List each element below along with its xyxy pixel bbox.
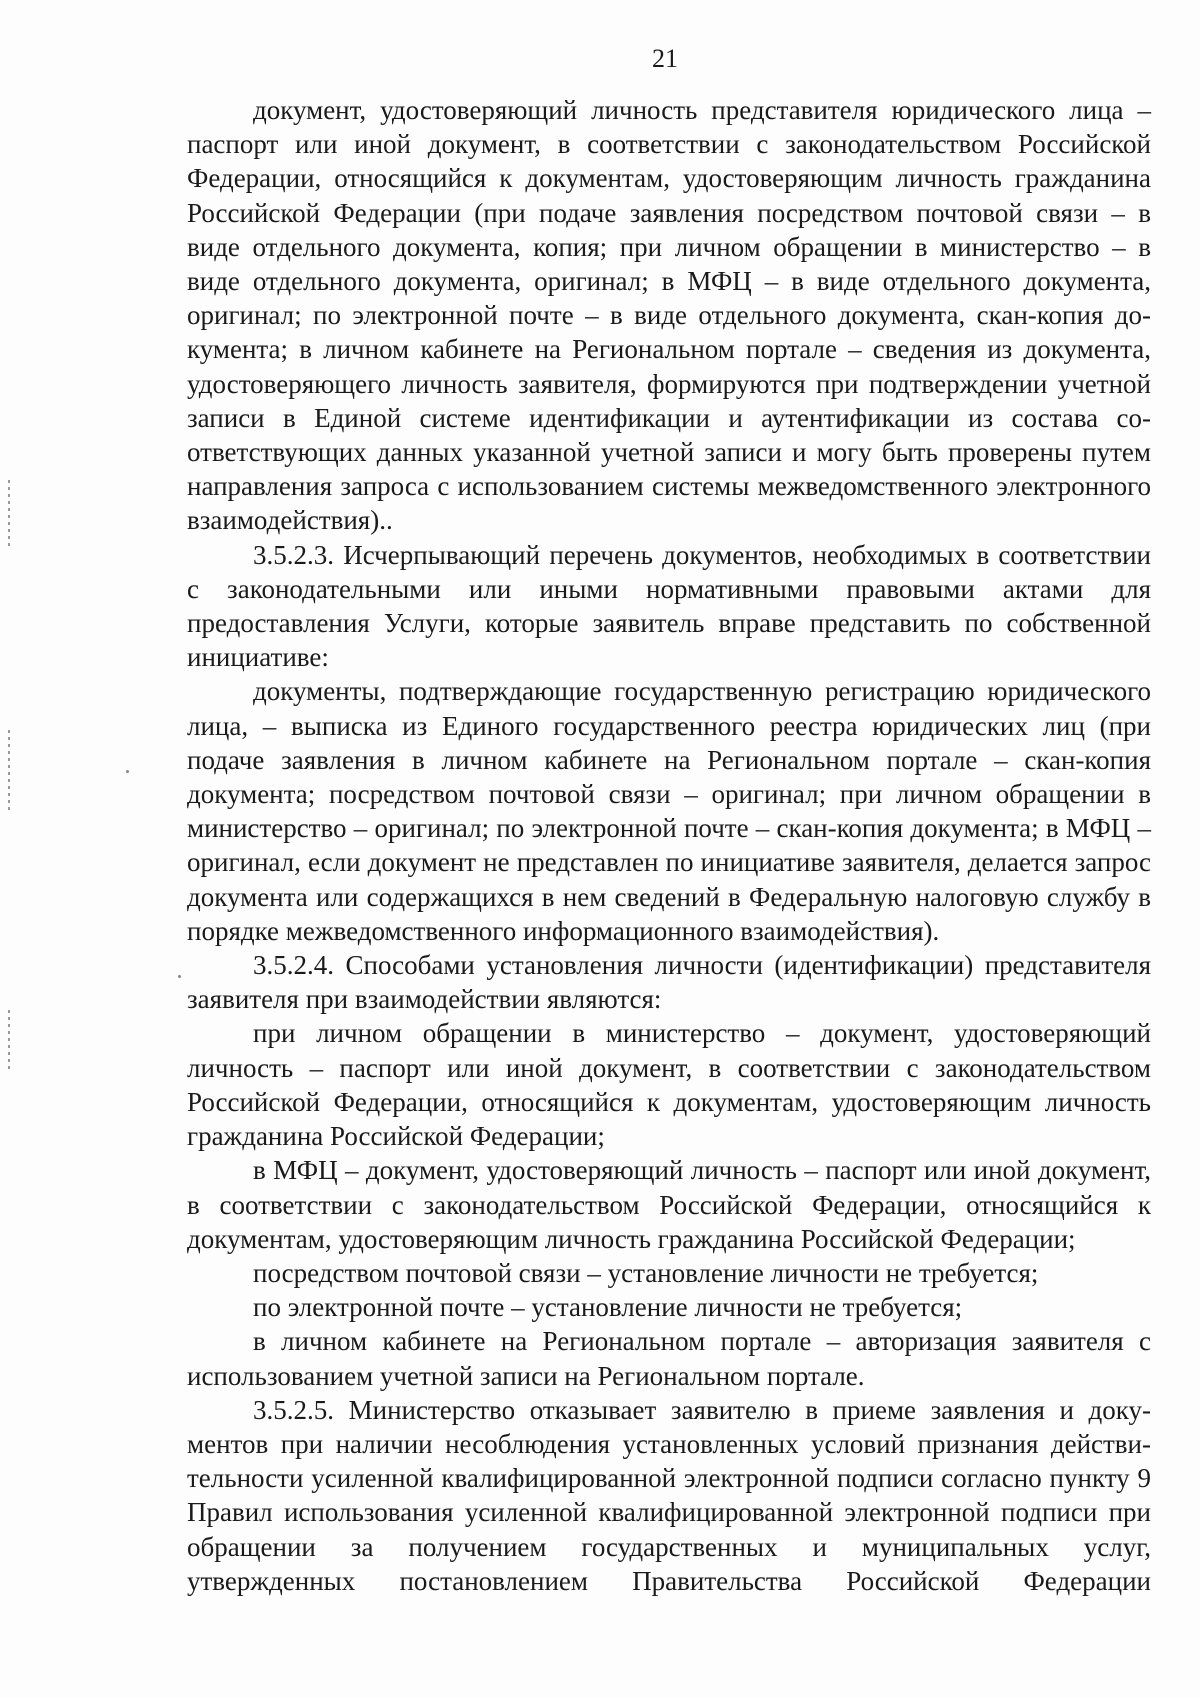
paragraph-representative-id-document: документ, удостоверяющий личность представителя юридического лица – паспорт или иной документ, в соответствии с законодательством Российской Федерации, относящийся к документам, удостоверяющим личность гражданина Российской Федерации (при подаче заявления посредством почтовой связи – в виде отдельного документа, копия; при личном обращении в министерство – в виде отдельного документа, оригинал; в МФЦ – в виде отдельного документа, оригинал; по электронной почте – в виде отдельного документа, скан-копия документа; в личном кабинете на Региональном портале – сведения из документа, удостоверяющего личность заявителя, формируются при подтверждении учетной записи в Единой системе идентификации и аутентификации из состава соответствующих данных указанной учетной записи и могу быть проверены путем направления запроса с использованием системы межведомственного электронного взаимодействия).. (187, 95, 1151, 536)
paragraph-3-5-2-5: 3.5.2.5. Министерство отказывает заявителю в приеме заявления и документов при наличии несоблюдения установленных условий признания действительности усиленной квалифицированной электронной подписи согласно пункту 9 Правил использования усиленной квалифицированной электронной подписи при обращении за получением государственных и муниципальных услуг, утвержденных постановлением Правительства Российской Федерации (187, 1394, 1151, 1596)
scan-edge-mark (8, 730, 10, 810)
paragraph-registration-documents: документы, подтверждающие государственную регистрацию юридического лица, – выписка из Единого государственного реестра юридических лиц (при подаче заявления в личном кабинете на Региональном портале – скан-копия документа; посредством почтовой связи – оригинал; при личном обращении в министерство – оригинал; по электронной почте – скан-копия документа; в МФЦ – оригинал, если документ не представлен по инициативе заявителя, делается запрос документа или содержащихся в нем сведений в Федеральную налоговую службу в порядке межведомственного информационного взаимодействия). (187, 676, 1151, 946)
page-number: 21 (652, 44, 678, 73)
paragraph-mfc-identification: в МФЦ – документ, удостоверяющий личность – паспорт или иной документ, в соответствии с законодательством Российской Федерации, относящийся к документам, удостоверяющим личность гражданина Российской Федерации; (187, 1155, 1151, 1254)
paragraph-postal-identification: посредством почтовой связи – установление личности не требуется; (253, 1257, 1039, 1288)
paragraph-email-identification: по электронной почте – установление личности не требуется; (253, 1292, 963, 1323)
document-body (187, 93, 1151, 1598)
paragraph-3-5-2-4: 3.5.2.4. Способами установления личности (идентификации) представителя заявителя при взаимодействии являются: (187, 950, 1151, 1015)
scan-speck (178, 975, 181, 978)
paragraph-3-5-2-3: 3.5.2.3. Исчерпывающий перечень документов, необходимых в соответствии с законодательными или иными нормативными правовыми актами для предоставления Услуги, которые заявитель вправе представить по собственной инициативе: (187, 539, 1151, 673)
scan-speck (126, 770, 129, 773)
scan-edge-mark (8, 480, 10, 550)
scan-edge-mark (8, 1010, 10, 1070)
paragraph-portal-identification: в личном кабинете на Региональном портале – авторизация заявителя с использованием учетной записи на Региональном портале. (187, 1326, 1151, 1391)
paragraph-ministry-identification: при личном обращении в министерство – документ, удостоверяющий личность – паспорт или иной документ, в соответствии с законодательством Российской Федерации, относящийся к документам, удостоверяющим личность гражданина Российской Федерации; (187, 1018, 1151, 1152)
